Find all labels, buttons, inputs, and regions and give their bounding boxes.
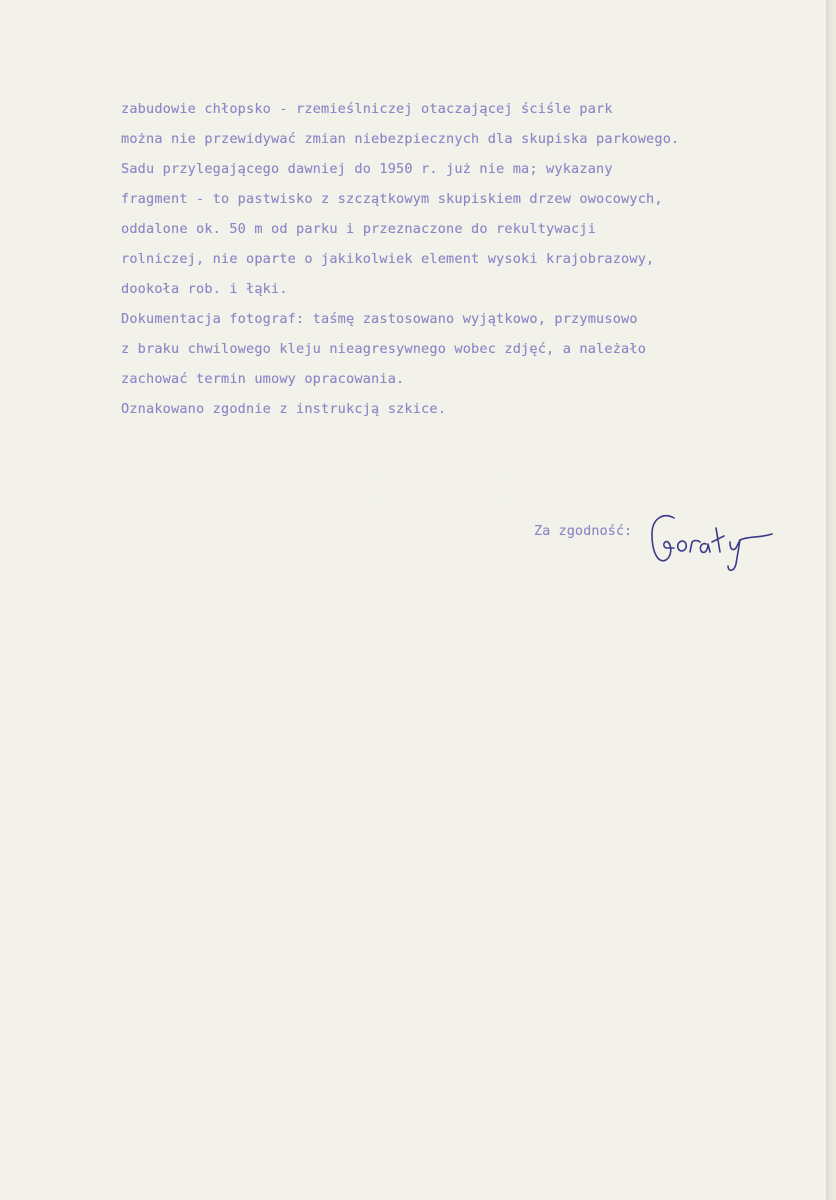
body-text [121,94,831,424]
text-line: zabudowie chłopsko - rzemieślniczej otaczającej ściśle park [121,101,613,117]
text-line: rolniczej, nie oparte o jakikolwiek element wysoki krajobrazowy, [121,251,655,267]
text-line: zachować termin umowy opracowania. [121,371,405,387]
text-line: z braku chwilowego kleju nieagresywnego wobec zdjęć, a należało [121,341,647,357]
attestation-label: Za zgodność: [534,523,633,539]
page-edge [826,0,836,1200]
handwritten-signature [640,508,790,584]
text-line: można nie przewidywać zmian niebezpiecznych dla skupiska parkowego. [121,131,680,147]
text-line: Sadu przylegającego dawniej do 1950 r. już nie ma; wykazany [121,161,613,177]
text-line: Oznakowano zgodnie z instrukcją szkice. [121,401,447,417]
text-line: fragment - to pastwisko z szczątkowym skupiskiem drzew owocowych, [121,191,663,207]
text-line: Dokumentacja fotograf: taśmę zastosowano wyjątkowo, przymusowo [121,311,638,327]
text-line: oddalone ok. 50 m od parku i przeznaczone do rekultywacji [121,221,597,237]
faint-typing-residue [120,470,700,506]
text-line: dookoła rob. i łąki. [121,281,288,297]
